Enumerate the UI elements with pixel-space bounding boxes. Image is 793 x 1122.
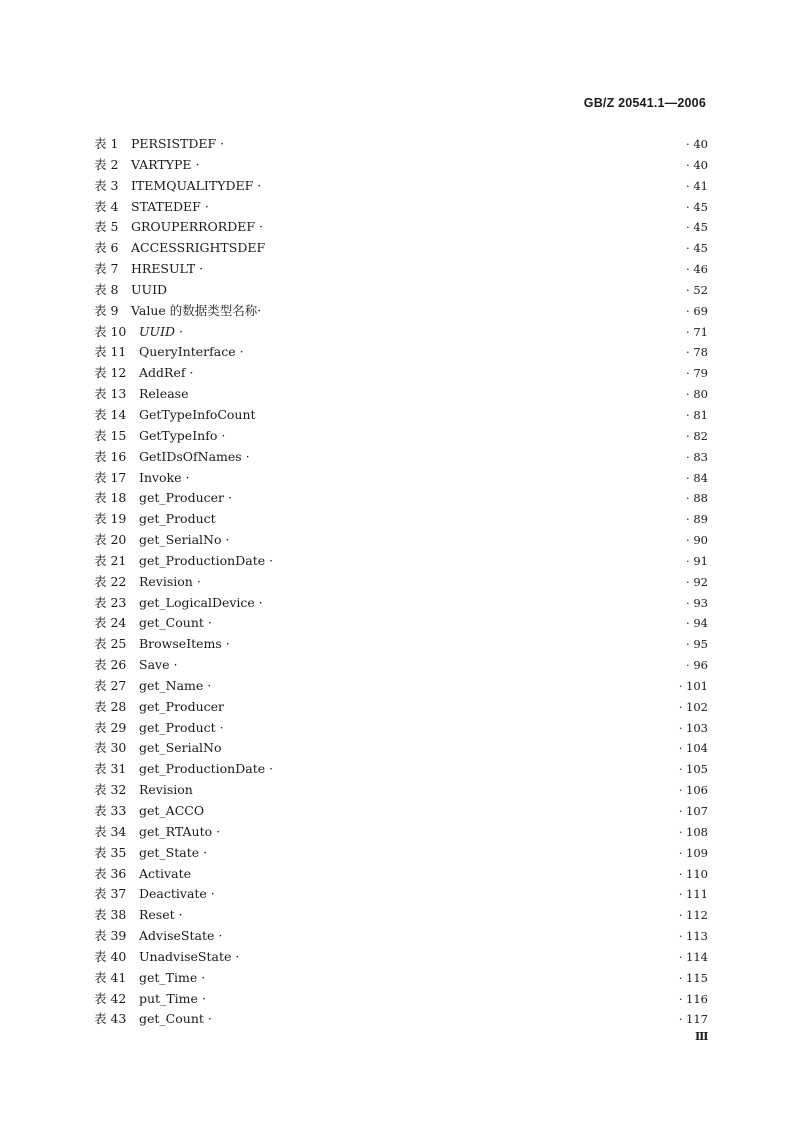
page-reference: · 101 <box>679 676 708 696</box>
page-reference: · 45 <box>686 238 708 258</box>
toc-entry[interactable] <box>94 405 708 426</box>
table-number: 表 24 <box>94 615 127 631</box>
table-number: 表 37 <box>94 886 127 902</box>
table-title: Value 的数据类型名称· <box>131 302 262 318</box>
table-title: get_Count · <box>139 615 212 631</box>
page-reference: · 108 <box>679 822 708 842</box>
toc-entry[interactable] <box>94 926 708 947</box>
page-reference: · 106 <box>679 780 708 800</box>
page-reference: · 104 <box>679 738 708 758</box>
toc-entry[interactable] <box>94 280 708 301</box>
page-reference: · 80 <box>686 384 708 404</box>
table-title: UUID <box>131 281 168 297</box>
page-reference: · 88 <box>686 488 708 508</box>
table-number: 表 21 <box>94 552 127 568</box>
table-number: 表 5 <box>94 219 119 235</box>
toc-entry[interactable] <box>94 676 708 697</box>
page-reference: · 116 <box>679 989 708 1009</box>
table-title: QueryInterface · <box>139 344 244 360</box>
page-reference: · 107 <box>679 801 708 821</box>
table-number: 表 9 <box>94 302 119 318</box>
table-number: 表 25 <box>94 636 127 652</box>
toc-entry[interactable] <box>94 697 708 718</box>
table-number: 表 28 <box>94 698 127 714</box>
toc-entry[interactable] <box>94 593 708 614</box>
toc-entry[interactable] <box>94 197 708 218</box>
table-number: 表 13 <box>94 386 127 402</box>
table-number: 表 7 <box>94 261 119 277</box>
table-number: 表 34 <box>94 823 127 839</box>
table-title: UUID · <box>139 323 183 339</box>
table-title: get_Product · <box>139 719 224 735</box>
toc-entry[interactable] <box>94 530 708 551</box>
page-reference: · 96 <box>686 655 708 675</box>
table-number: 表 36 <box>94 865 127 881</box>
table-title: Save · <box>139 657 178 673</box>
table-number: 表 38 <box>94 907 127 923</box>
page-reference: · 52 <box>686 280 708 300</box>
page-reference: · 41 <box>686 176 708 196</box>
toc-entry[interactable] <box>94 259 708 280</box>
page-reference: · 83 <box>686 447 708 467</box>
toc-entry[interactable] <box>94 509 708 530</box>
page-reference: · 111 <box>679 884 708 904</box>
toc-entry[interactable] <box>94 759 708 780</box>
toc-entry[interactable] <box>94 301 708 322</box>
toc-entry[interactable] <box>94 384 708 405</box>
page-reference: · 89 <box>686 509 708 529</box>
page-reference: · 79 <box>686 363 708 383</box>
table-number: 表 2 <box>94 156 119 172</box>
page-reference: · 102 <box>679 697 708 717</box>
table-title: get_Count · <box>139 1011 212 1027</box>
toc-entry[interactable] <box>94 551 708 572</box>
table-number: 表 12 <box>94 365 127 381</box>
table-number: 表 18 <box>94 490 127 506</box>
table-title: Invoke · <box>139 469 190 485</box>
table-title: GetIDsOfNames · <box>139 448 250 464</box>
page-reference: · 82 <box>686 426 708 446</box>
page-reference: · 71 <box>686 322 708 342</box>
table-title: get_Time · <box>139 969 206 985</box>
table-title: Revision <box>139 782 193 798</box>
table-number: 表 26 <box>94 657 127 673</box>
page-reference: · 103 <box>679 718 708 738</box>
table-number: 表 1 <box>94 136 119 151</box>
toc-entry[interactable] <box>94 989 708 1010</box>
table-title: get_ProductionDate · <box>139 552 274 568</box>
table-title: VARTYPE · <box>131 156 200 172</box>
page-reference: · 40 <box>686 155 708 175</box>
toc-entry[interactable] <box>94 488 708 509</box>
table-title: Deactivate · <box>139 886 215 902</box>
table-title: Activate <box>139 865 191 881</box>
table-number: 表 3 <box>94 177 119 193</box>
toc-entry[interactable] <box>94 655 708 676</box>
page-reference: · 45 <box>686 217 708 237</box>
toc-entry[interactable] <box>94 884 708 905</box>
page-reference: · 109 <box>679 843 708 863</box>
table-number: 表 16 <box>94 448 127 464</box>
toc-entry[interactable] <box>94 468 708 489</box>
table-number: 表 41 <box>94 969 127 985</box>
page-reference: · 115 <box>679 968 708 988</box>
toc-entry[interactable] <box>94 947 708 968</box>
toc-entry[interactable] <box>94 613 708 634</box>
page-reference: · 78 <box>686 342 708 362</box>
table-number: 表 35 <box>94 844 127 860</box>
toc-entry[interactable] <box>94 447 708 468</box>
table-number: 表 42 <box>94 990 127 1006</box>
page-reference: · 91 <box>686 551 708 571</box>
table-title: get_SerialNo · <box>139 532 230 548</box>
toc-entry[interactable] <box>94 822 708 843</box>
table-number: 表 30 <box>94 740 127 756</box>
table-title: UnadviseState · <box>139 948 240 964</box>
page-reference: · 110 <box>679 864 708 884</box>
table-title: get_Producer <box>139 698 225 714</box>
table-number: 表 27 <box>94 677 127 693</box>
table-title: Revision · <box>139 573 201 589</box>
table-title: PERSISTDEF · <box>131 136 225 151</box>
table-number: 表 31 <box>94 761 127 777</box>
table-number: 表 11 <box>94 344 127 360</box>
table-title: AddRef · <box>139 365 194 381</box>
page-reference: · 93 <box>686 593 708 613</box>
toc-entry[interactable] <box>94 155 708 176</box>
toc-entry[interactable] <box>94 134 708 155</box>
table-title: GetTypeInfo · <box>139 427 226 443</box>
table-number: 表 29 <box>94 719 127 735</box>
table-title: get_Producer · <box>139 490 232 506</box>
table-list <box>94 134 708 1030</box>
table-number: 表 15 <box>94 427 127 443</box>
table-title: Reset · <box>139 907 183 923</box>
page-reference: · 117 <box>679 1009 708 1029</box>
page-reference: · 94 <box>686 613 708 633</box>
page-reference: · 92 <box>686 572 708 592</box>
table-number: 表 10 <box>94 323 127 339</box>
table-title: get_Name · <box>139 677 212 693</box>
table-number: 表 39 <box>94 928 127 944</box>
toc-entry[interactable] <box>94 342 708 363</box>
toc-entry[interactable] <box>94 217 708 238</box>
toc-entry[interactable] <box>94 363 708 384</box>
page-reference: · 81 <box>686 405 708 425</box>
page-reference: · 45 <box>686 197 708 217</box>
page-reference: · 69 <box>686 301 708 321</box>
table-title: ACCESSRIGHTSDEF <box>131 240 266 256</box>
toc-entry[interactable] <box>94 1009 708 1030</box>
page-reference: · 105 <box>679 759 708 779</box>
table-title: HRESULT · <box>131 261 204 277</box>
table-title: get_ACCO <box>139 803 205 818</box>
toc-entry[interactable] <box>94 426 708 447</box>
table-title: GROUPERRORDEF · <box>131 219 263 235</box>
table-title: get_SerialNo <box>139 740 222 756</box>
table-title: get_State · <box>139 844 208 860</box>
page-reference: · 40 <box>686 134 708 154</box>
table-number: 表 19 <box>94 511 127 527</box>
table-title: ITEMQUALITYDEF · <box>131 177 262 193</box>
page-reference: · 95 <box>686 634 708 654</box>
toc-entry[interactable] <box>94 572 708 593</box>
table-number: 表 22 <box>94 573 127 589</box>
table-title: GetTypeInfoCount <box>139 406 256 422</box>
table-title: get_Product <box>139 511 216 527</box>
page-header: GB/Z 20541.1—2006 <box>583 96 706 110</box>
table-title: AdviseState · <box>139 928 223 944</box>
toc-entry[interactable] <box>94 176 708 197</box>
table-number: 表 14 <box>94 406 127 422</box>
table-number: 表 32 <box>94 782 127 798</box>
toc-entry[interactable] <box>94 322 708 343</box>
table-number: 表 43 <box>94 1011 127 1027</box>
table-number: 表 8 <box>94 281 119 297</box>
table-number: 表 17 <box>94 469 127 485</box>
table-title: STATEDEF · <box>131 198 209 214</box>
toc-entry[interactable] <box>94 864 708 885</box>
page-number-footer: Ⅲ <box>695 1030 709 1043</box>
table-number: 表 4 <box>94 198 119 214</box>
table-number: 表 20 <box>94 532 127 548</box>
page-reference: · 84 <box>686 468 708 488</box>
table-title: BrowseItems · <box>139 636 230 652</box>
table-title: get_ProductionDate · <box>139 761 274 777</box>
toc-entry[interactable] <box>94 718 708 739</box>
table-title: Release <box>139 386 189 402</box>
page-reference: · 90 <box>686 530 708 550</box>
toc-entry[interactable] <box>94 801 708 822</box>
table-title: get_LogicalDevice · <box>139 594 263 610</box>
page-reference: · 114 <box>679 947 708 967</box>
page-reference: · 113 <box>679 926 708 946</box>
table-title: get_RTAuto · <box>139 823 221 839</box>
table-number: 表 6 <box>94 240 119 256</box>
table-title: put_Time · <box>139 990 206 1006</box>
toc-entry[interactable] <box>94 238 708 259</box>
page-reference: · 46 <box>686 259 708 279</box>
page-reference: · 112 <box>679 905 708 925</box>
toc-entry[interactable] <box>94 738 708 759</box>
table-number: 表 33 <box>94 803 127 818</box>
table-number: 表 40 <box>94 948 127 964</box>
table-number: 表 23 <box>94 594 127 610</box>
toc-entry[interactable] <box>94 634 708 655</box>
toc-entry[interactable] <box>94 968 708 989</box>
toc-entry[interactable] <box>94 843 708 864</box>
toc-entry[interactable] <box>94 905 708 926</box>
toc-entry[interactable] <box>94 780 708 801</box>
